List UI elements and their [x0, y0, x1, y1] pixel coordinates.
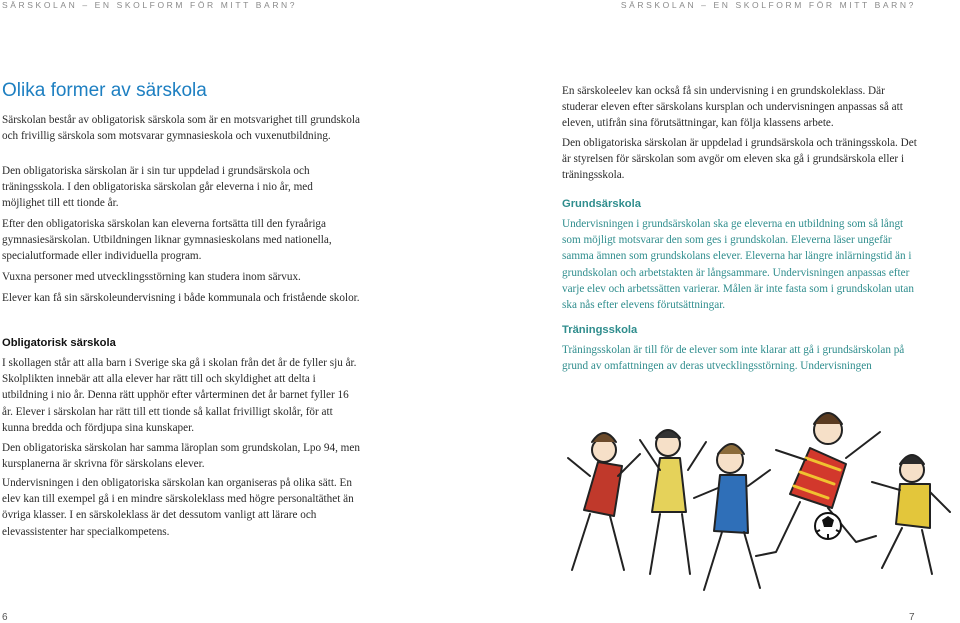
children-football-illustration	[560, 380, 960, 620]
running-header-left: SÄRSKOLAN – EN SKOLFORM FÖR MITT BARN?	[2, 0, 298, 10]
page-number-right: 7	[909, 612, 915, 623]
heading-obligatorisk-sarskola: Obligatorisk särskola	[2, 337, 116, 349]
paragraph-skolor: Elever kan få sin särskoleundervisning i både kommunala och fristående skolor.	[2, 292, 360, 304]
page-number-left: 6	[2, 612, 8, 623]
paragraph-grundskoleklass: En särskoleelev kan också få sin undervisning i en grundskoleklass. Där studerar eleven efter särskolans kursplan och undervisningen anpassas så att eleven, utifrån sina förutsättningar, kan följa klassens arbete.	[562, 85, 903, 130]
running-header-right: SÄRSKOLAN – EN SKOLFORM FÖR MITT BARN?	[620, 0, 916, 10]
paragraph-laroplan: Den obligatoriska särskolan har samma läroplan som grundskolan, Lpo 94, men kursplanerna är skrivna för särskolans elever.	[2, 442, 360, 471]
paragraph-sarvux: Vuxna personer med utvecklingsstörning kan studera inom särvux.	[2, 271, 301, 283]
football-icon	[815, 513, 841, 539]
paragraph-gymnasiesarskola: Efter den obligatoriska särskolan kan eleverna fortsätta till den fyraåriga gymnasiesärskolan. Utbildningen liknar gymnasieskolans med nationella, specialutformade eller individuella program.	[2, 218, 332, 263]
paragraph-skolplikt: I skollagen står att alla barn i Sverige ska gå i skolan från det år de fyller sju år. Skolplikten innebär att alla elever har rätt till och skyldighet att delta i utbildning i nio år. Denna rätt upphör efter vårterminen det år barnet fyller 16 år. Elever i särskolan har rätt till ett tionde så kallat frivilligt skolår, för att kunna bredda och fördjupa sina kunskaper.	[2, 357, 357, 434]
page-title: Olika former av särskola	[2, 80, 207, 101]
paragraph-obligatorisk-uppdelning: Den obligatoriska särskolan är i sin tur uppdelad i grundsärskola och träningsskola. I den obligatoriska särskolan går eleverna i nio år, med möjlighet till ett tionde år.	[2, 165, 313, 210]
paragraph-styrelsen: Den obligatoriska särskolan är uppdelad i grundsärskola och träningsskola. Det är styrelsen för särskolan som avgör om eleven ska gå i grundsärskola eller i träningsskola.	[562, 137, 917, 182]
paragraph-organisation: Undervisningen i den obligatoriska särskolan kan organiseras på olika sätt. En elev kan till exempel gå i en mindre särskoleklass med högre personaltäthet än övriga klasser. I en särskoleklass är det dessutom vanligt att lärare och elevassistenter har specialkompetens.	[2, 477, 354, 538]
heading-traningsskola: Träningsskola	[562, 324, 638, 336]
paragraph-grundsarskola: Undervisningen i grundsärskolan ska ge eleverna en utbildning som så långt som möjligt motsvarar den som ges i grundskolan. Eleverna läser ungefär samma ämnen som grundskolans elever. Eleverna har längre inlärningstid än i grundskolan och arbetstakten är långsammare. Undervisningen anpassas efter varje elev och arbetssätten varierar. Målen är inte fasta som i grundskolan utan ska nås efter elevens förutsättningar.	[562, 218, 914, 312]
heading-grundsarskola: Grundsärskola	[562, 198, 641, 210]
paragraph-intro: Särskolan består av obligatorisk särskola som är en motsvarighet till grundskola och frivillig särskola som motsvarar gymnasieskola och vuxenutbildning.	[2, 114, 360, 143]
paragraph-traningsskola: Träningsskolan är till för de elever som inte klarar att gå i grundsärskolan på grund av omfattningen av deras utvecklingsstörning. Undervisningen	[562, 344, 905, 373]
